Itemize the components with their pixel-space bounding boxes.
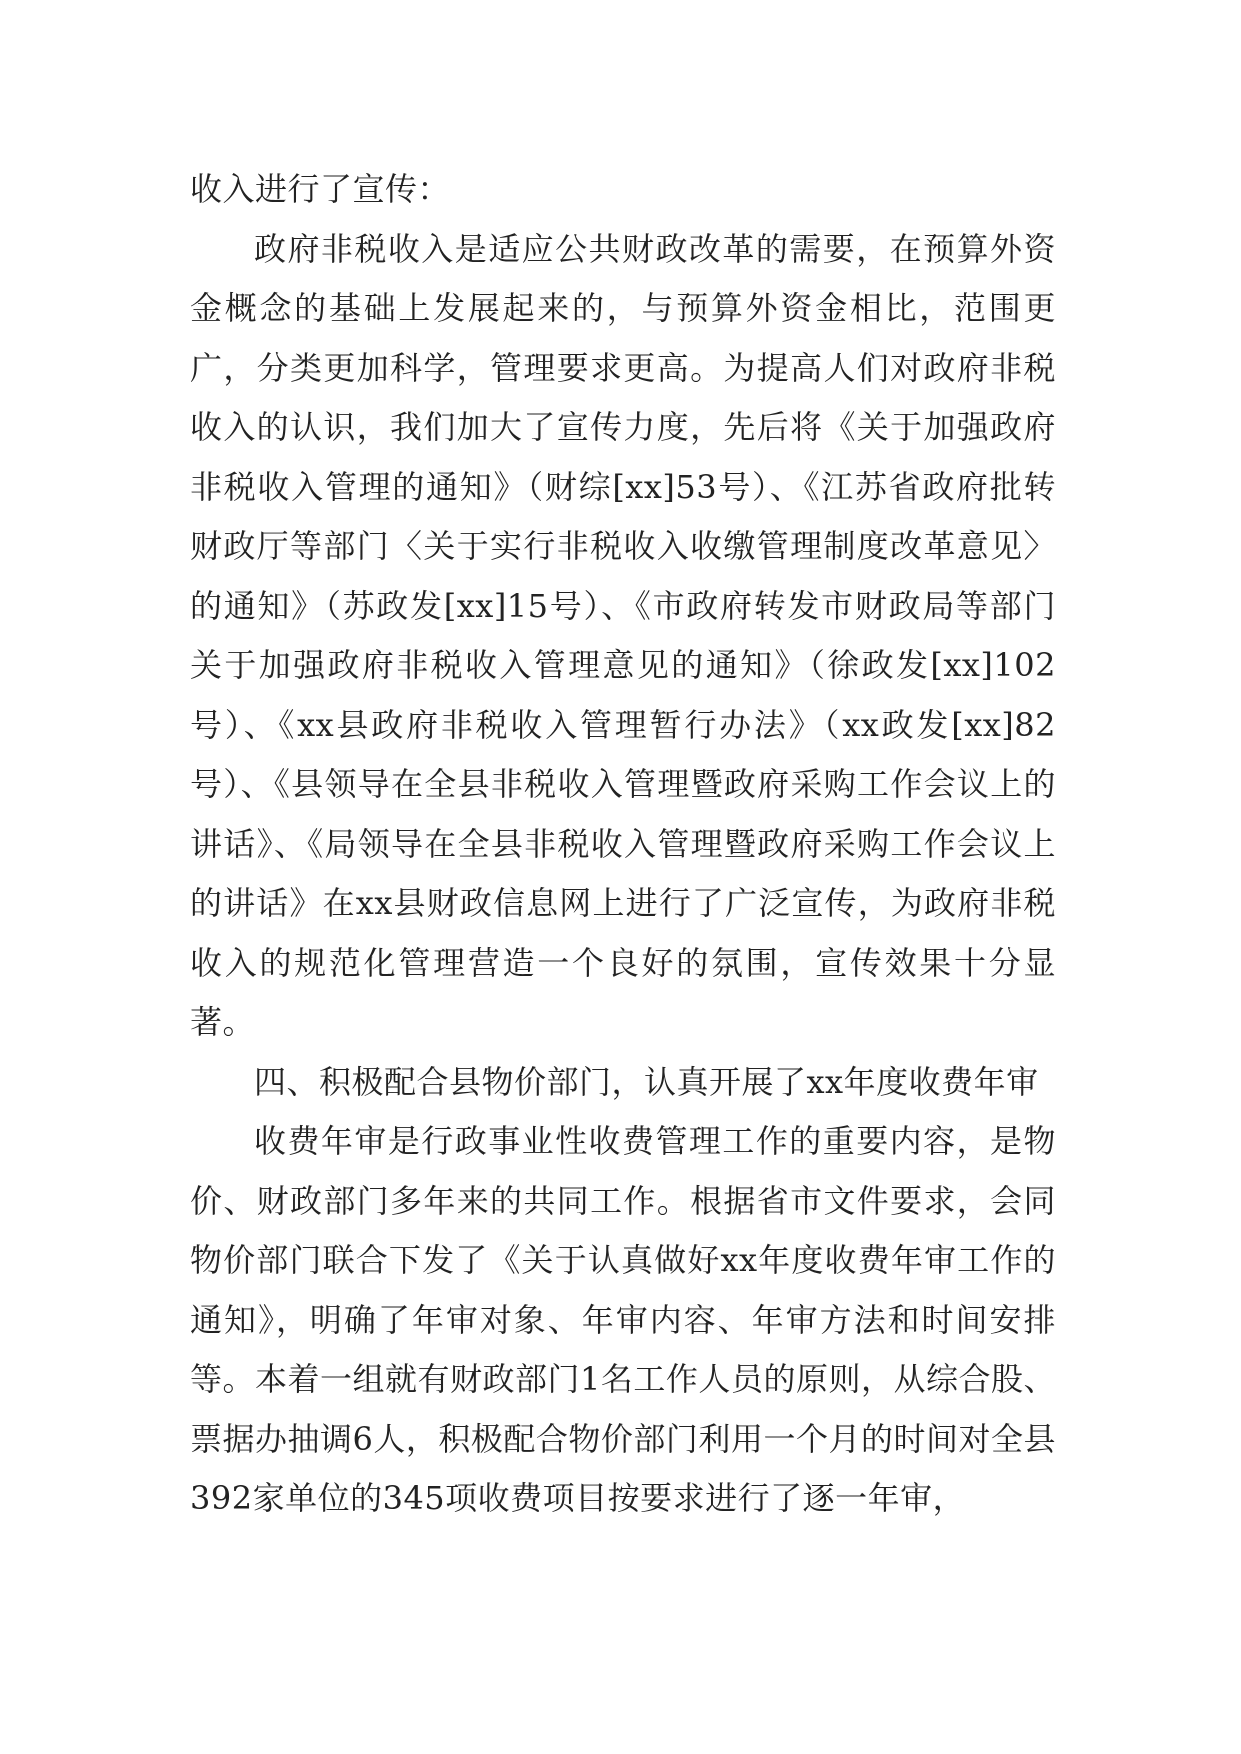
section-heading-four: 四、积极配合县物价部门，认真开展了xx年度收费年审	[254, 1062, 1039, 1101]
document-body	[190, 160, 1056, 1529]
paragraph-continuation: 收入进行了宣传：	[190, 170, 451, 208]
paragraph-non-tax-publicity: 政府非税收入是适应公共财政改革的需要，在预算外资金概念的基础上发展起来的，与预算外资金相比，范围更广，分类更加科学，管理要求更高。为提高人们对政府非税收入的认识，我们加大了宣传力度，先后将《关于加强政府非税收入管理的通知》（财综[xx]53号）、《江苏省政府批转财政厅等部门〈关于实行非税收入收缴管理制度改革意见〉的通知》（苏政发[xx]15号）、《市政府转发市财政局等部门关于加强政府非税收入管理意见的通知》（徐政发[xx]102号）、《xx县政府非税收入管理暂行办法》（xx政发[xx]82号）、《县领导在全县非税收入管理暨政府采购工作会议上的讲话》、《局领导在全县非税收入管理暨政府采购工作会议上的讲话》在xx县财政信息网上进行了广泛宣传，为政府非税收入的规范化管理营造一个良好的氛围，宣传效果十分显著。	[190, 229, 1056, 1041]
paragraph-annual-fee-review: 收费年审是行政事业性收费管理工作的重要内容，是物价、财政部门多年来的共同工作。根据省市文件要求，会同物价部门联合下发了《关于认真做好xx年度收费年审工作的通知》，明确了年审对象、年审内容、年审方法和时间安排等。本着一组就有财政部门1名工作人员的原则，从综合股、票据办抽调6人，积极配合物价部门利用一个月的时间对全县392家单位的345项收费项目按要求进行了逐一年审，	[190, 1122, 1056, 1517]
